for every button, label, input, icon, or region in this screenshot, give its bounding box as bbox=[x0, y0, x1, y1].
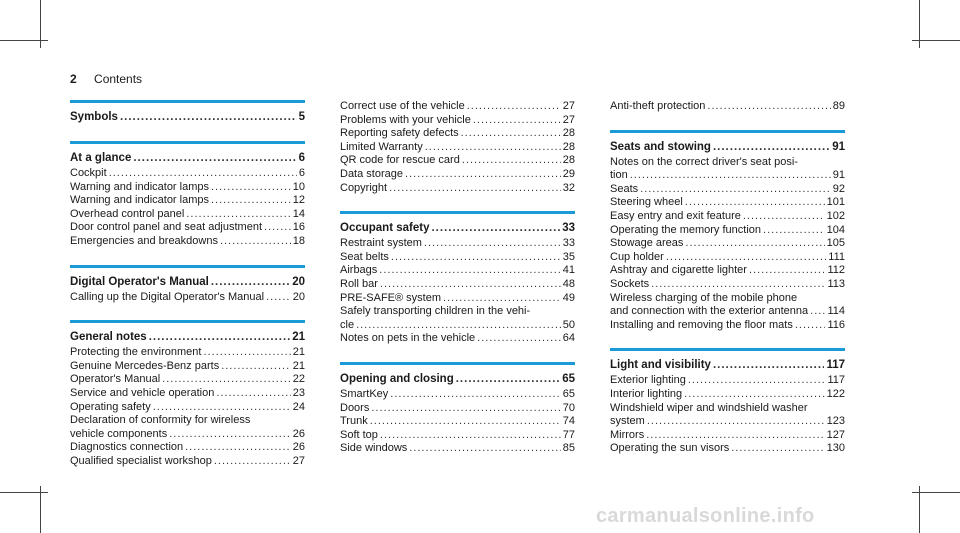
toc-page-number: 104 bbox=[826, 223, 845, 236]
toc-entry[interactable] bbox=[70, 373, 305, 387]
toc-entry[interactable] bbox=[340, 154, 575, 168]
toc-dot-leader bbox=[390, 388, 560, 402]
crop-mark bbox=[912, 492, 960, 493]
toc-entry[interactable] bbox=[70, 181, 305, 195]
section-rule bbox=[70, 141, 305, 144]
toc-dot-leader bbox=[651, 278, 825, 292]
toc-dot-leader bbox=[640, 183, 831, 197]
crop-mark bbox=[0, 492, 48, 493]
toc-entry-title: Roll bar bbox=[340, 277, 378, 290]
toc-entry-title: Ashtray and cigarette lighter bbox=[610, 264, 747, 277]
toc-page-number: 50 bbox=[562, 318, 575, 331]
toc-page-number: 112 bbox=[827, 264, 845, 277]
toc-dot-leader bbox=[109, 167, 297, 181]
watermark: carmanualsonline.info bbox=[596, 505, 815, 527]
toc-entry[interactable] bbox=[610, 224, 845, 238]
toc-entry[interactable] bbox=[340, 168, 575, 182]
toc-page-number: 64 bbox=[562, 332, 575, 345]
toc-entry-title: Steering wheel bbox=[610, 196, 683, 209]
toc-dot-leader bbox=[443, 292, 561, 306]
toc-entry-title: tion bbox=[610, 169, 628, 182]
toc-page-number: 65 bbox=[562, 372, 575, 385]
toc-page-number: 26 bbox=[292, 427, 305, 440]
toc-entry-title: Seat belts bbox=[340, 250, 389, 263]
toc-page-number: 20 bbox=[292, 290, 305, 303]
toc-dot-leader bbox=[630, 169, 831, 183]
toc-dot-leader bbox=[405, 168, 561, 182]
toc-entry-title: Digital Operator's Manual bbox=[70, 275, 209, 288]
toc-entry-title: Cockpit bbox=[70, 167, 107, 179]
toc-entry-title: Correct use of the vehicle bbox=[340, 100, 465, 112]
toc-entry-title: Exterior lighting bbox=[610, 374, 686, 387]
toc-section-heading[interactable] bbox=[610, 358, 845, 373]
toc-page-number: 18 bbox=[292, 234, 305, 247]
toc-page-number: 33 bbox=[562, 222, 575, 235]
toc-dot-leader bbox=[211, 194, 291, 208]
toc-section-heading[interactable] bbox=[70, 110, 305, 125]
toc-dot-leader bbox=[133, 151, 296, 166]
toc-entry-title: Calling up the Digital Operator's Manual bbox=[70, 290, 265, 303]
toc-entry[interactable] bbox=[340, 127, 575, 141]
toc-entry-title: Service and vehicle operation bbox=[70, 386, 215, 399]
toc-section bbox=[70, 141, 305, 249]
toc-dot-leader bbox=[380, 429, 561, 443]
toc-dot-leader bbox=[185, 441, 291, 455]
toc-entry[interactable] bbox=[70, 441, 305, 455]
toc-section bbox=[70, 265, 305, 305]
toc-section bbox=[70, 320, 305, 468]
toc-entry-title: Light and visibility bbox=[610, 359, 711, 372]
toc-entry-line: Wireless charging of the mobile phone bbox=[610, 291, 798, 304]
toc-dot-leader bbox=[214, 455, 291, 469]
toc-page-number: 102 bbox=[826, 209, 845, 222]
toc-column-1 bbox=[70, 100, 305, 485]
toc-page-number: 21 bbox=[292, 359, 305, 372]
toc-entry-title: Easy entry and exit feature bbox=[610, 209, 741, 222]
section-rule bbox=[70, 100, 305, 103]
toc-entry[interactable] bbox=[610, 237, 845, 251]
toc-page-number: 85 bbox=[562, 442, 575, 455]
toc-entry-title: Doors bbox=[340, 401, 370, 414]
toc-dot-leader bbox=[763, 224, 825, 238]
toc-entry[interactable] bbox=[340, 278, 575, 292]
toc-section bbox=[340, 100, 575, 195]
toc-dot-leader bbox=[371, 402, 560, 416]
toc-page-number: 5 bbox=[298, 111, 305, 123]
toc-section bbox=[610, 130, 845, 333]
toc-dot-leader bbox=[169, 428, 291, 442]
toc-entry-title: Mirrors bbox=[610, 428, 645, 441]
toc-dot-leader bbox=[186, 208, 290, 222]
toc-section bbox=[70, 100, 305, 125]
toc-entry[interactable] bbox=[610, 210, 845, 224]
toc-entry-title: Operator's Manual bbox=[70, 373, 161, 386]
toc-entry-title: cle bbox=[340, 318, 355, 331]
toc-dot-leader bbox=[749, 264, 825, 278]
toc-entry[interactable] bbox=[340, 100, 575, 114]
toc-entry[interactable] bbox=[70, 455, 305, 469]
toc-entry-title: Airbags bbox=[340, 264, 378, 277]
toc-dot-leader bbox=[456, 372, 560, 387]
toc-dot-leader bbox=[707, 100, 830, 114]
toc-dot-leader bbox=[220, 235, 291, 249]
toc-page-number: 28 bbox=[562, 154, 575, 167]
toc-page-number: 70 bbox=[562, 401, 575, 414]
toc-column-3 bbox=[610, 100, 845, 472]
section-rule bbox=[70, 320, 305, 323]
section-rule bbox=[70, 265, 305, 268]
toc-entry[interactable] bbox=[70, 401, 305, 415]
toc-entry-title: Warning and indicator lamps bbox=[70, 194, 209, 207]
toc-page-number: 22 bbox=[292, 373, 305, 386]
toc-entry-title: Seats bbox=[610, 182, 639, 195]
toc-dot-leader bbox=[743, 210, 825, 224]
toc-entry-title: Warning and indicator lamps bbox=[70, 180, 209, 193]
toc-entry[interactable] bbox=[70, 167, 305, 181]
toc-page-number: 26 bbox=[292, 441, 305, 454]
toc-dot-leader bbox=[216, 387, 290, 401]
toc-dot-leader bbox=[684, 388, 824, 402]
toc-entry[interactable] bbox=[610, 169, 845, 183]
toc-entry[interactable] bbox=[340, 114, 575, 128]
toc-entry[interactable] bbox=[340, 141, 575, 155]
toc-entry[interactable] bbox=[340, 237, 575, 251]
toc-dot-leader bbox=[264, 221, 291, 235]
toc-dot-leader bbox=[389, 182, 561, 196]
page-title: Contents bbox=[94, 72, 143, 86]
toc-page-number: 48 bbox=[562, 277, 575, 290]
toc-entry-line: Notes on the correct driver's seat posi- bbox=[610, 155, 798, 168]
toc-entry[interactable] bbox=[70, 346, 305, 360]
toc-section-heading[interactable] bbox=[340, 372, 575, 387]
toc-page-number: 35 bbox=[562, 250, 575, 263]
toc-dot-leader bbox=[713, 358, 824, 373]
toc-entry[interactable] bbox=[70, 208, 305, 222]
toc-dot-leader bbox=[370, 415, 561, 429]
section-rule bbox=[610, 348, 845, 351]
toc-entry-title: and connection with the exterior antenna bbox=[610, 305, 809, 318]
toc-entry-title: Symbols bbox=[70, 111, 118, 123]
toc-entry[interactable] bbox=[610, 251, 845, 265]
toc-page-number: 29 bbox=[562, 167, 575, 180]
toc-dot-leader bbox=[120, 110, 297, 125]
toc-section bbox=[610, 348, 845, 456]
toc-entry[interactable] bbox=[610, 388, 845, 402]
toc-page-number: 27 bbox=[562, 113, 575, 126]
toc-entry[interactable] bbox=[610, 415, 845, 429]
toc-dot-leader bbox=[211, 275, 290, 290]
toc-entry-title: General notes bbox=[70, 331, 147, 344]
toc-dot-leader bbox=[380, 278, 561, 292]
toc-page-number: 111 bbox=[828, 250, 845, 263]
toc-dot-leader bbox=[646, 429, 824, 443]
toc-entry[interactable] bbox=[610, 319, 845, 333]
toc-dot-leader bbox=[356, 319, 561, 333]
toc-entry-title: Trunk bbox=[340, 415, 368, 428]
toc-page-number: 91 bbox=[832, 169, 845, 182]
toc-dot-leader bbox=[461, 127, 561, 141]
toc-entry[interactable] bbox=[610, 305, 845, 319]
toc-page-number: 32 bbox=[562, 181, 575, 194]
toc-entry[interactable] bbox=[610, 100, 845, 114]
section-rule bbox=[610, 130, 845, 133]
toc-page-number: 77 bbox=[562, 428, 575, 441]
toc-page-number: 116 bbox=[827, 318, 845, 331]
toc-entry-title: Soft top bbox=[340, 428, 378, 441]
toc-dot-leader bbox=[473, 114, 561, 128]
toc-page-number: 105 bbox=[826, 237, 845, 250]
toc-entry-title: Emergencies and breakdowns bbox=[70, 234, 218, 247]
toc-entry-title: Diagnostics connection bbox=[70, 441, 184, 454]
toc-page-number: 91 bbox=[832, 140, 845, 153]
toc-entry-title: QR code for rescue card bbox=[340, 154, 460, 167]
toc-entry[interactable] bbox=[340, 264, 575, 278]
toc-entry[interactable] bbox=[70, 194, 305, 208]
toc-entry-title: Operating the memory function bbox=[610, 223, 762, 236]
toc-entry[interactable] bbox=[340, 402, 575, 416]
toc-page-number: 28 bbox=[562, 127, 575, 140]
toc-dot-leader bbox=[685, 237, 824, 251]
toc-entry-title: Door control panel and seat adjustment bbox=[70, 221, 263, 234]
toc-entry-title: vehicle components bbox=[70, 427, 168, 440]
toc-entry-title: Side windows bbox=[340, 442, 408, 455]
toc-dot-leader bbox=[477, 332, 561, 346]
toc-dot-leader bbox=[149, 330, 291, 345]
toc-page-number: 24 bbox=[292, 400, 305, 413]
toc-page-number: 33 bbox=[562, 237, 575, 250]
toc-dot-leader bbox=[713, 140, 830, 155]
toc-page-number: 74 bbox=[562, 415, 575, 428]
toc-entry[interactable] bbox=[610, 196, 845, 210]
toc-section-heading[interactable] bbox=[70, 275, 305, 290]
toc-page-number: 6 bbox=[298, 152, 305, 164]
toc-entry[interactable] bbox=[340, 332, 575, 346]
toc-page-number: 130 bbox=[826, 442, 845, 455]
toc-entry-title: Operating the sun visors bbox=[610, 442, 730, 455]
toc-dot-leader bbox=[391, 251, 561, 265]
toc-dot-leader bbox=[462, 154, 561, 168]
toc-entry-title: Sockets bbox=[610, 277, 650, 290]
toc-entry[interactable] bbox=[610, 264, 845, 278]
toc-entry[interactable] bbox=[70, 235, 305, 249]
toc-dot-leader bbox=[409, 442, 560, 456]
toc-entry-line: Safely transporting children in the vehi- bbox=[340, 305, 531, 318]
toc-page-number: 27 bbox=[562, 100, 575, 112]
toc-dot-leader bbox=[647, 415, 825, 429]
toc-page-number: 12 bbox=[292, 194, 305, 207]
toc-dot-leader bbox=[431, 221, 560, 236]
toc-entry-title: Copyright bbox=[340, 181, 388, 194]
toc-page-number: 114 bbox=[827, 305, 845, 318]
toc-entry-title: PRE-SAFE® system bbox=[340, 291, 442, 304]
toc-page-number: 113 bbox=[827, 277, 845, 290]
toc-entry-title: Overhead control panel bbox=[70, 207, 185, 220]
toc-page-number: 117 bbox=[826, 359, 845, 372]
toc-entry-title: At a glance bbox=[70, 152, 132, 164]
toc-dot-leader bbox=[425, 141, 561, 155]
toc-page-number: 117 bbox=[827, 374, 845, 387]
toc-entry[interactable] bbox=[70, 221, 305, 235]
toc-entry-title: SmartKey bbox=[340, 387, 389, 400]
toc-entry[interactable] bbox=[340, 429, 575, 443]
toc-entry[interactable] bbox=[610, 183, 845, 197]
toc-dot-leader bbox=[266, 291, 291, 305]
toc-entry-title: Installing and removing the floor mats bbox=[610, 318, 793, 331]
toc-entry-title: Reporting safety defects bbox=[340, 127, 459, 140]
toc-entry[interactable] bbox=[340, 251, 575, 265]
toc-page-number: 122 bbox=[826, 387, 845, 400]
toc-entry-title: Qualified specialist workshop bbox=[70, 454, 212, 467]
toc-page-number: 27 bbox=[292, 454, 305, 467]
page-number: 2 bbox=[70, 72, 77, 86]
crop-mark bbox=[919, 486, 920, 533]
toc-page-number: 123 bbox=[826, 415, 845, 428]
toc-dot-leader bbox=[379, 264, 560, 278]
toc-entry-title: Cup holder bbox=[610, 250, 664, 263]
toc-dot-leader bbox=[810, 305, 825, 319]
toc-entry-title: Limited Warranty bbox=[340, 140, 423, 153]
toc-entry[interactable] bbox=[610, 278, 845, 292]
toc-page-number: 127 bbox=[826, 428, 845, 441]
crop-mark bbox=[912, 40, 960, 41]
toc-dot-leader bbox=[424, 237, 561, 251]
toc-dot-leader bbox=[685, 196, 825, 210]
crop-mark bbox=[40, 486, 41, 533]
page-header bbox=[70, 72, 142, 86]
toc-page-number: 41 bbox=[562, 264, 575, 277]
toc-entry[interactable] bbox=[70, 360, 305, 374]
toc-entry-title: Restraint system bbox=[340, 237, 422, 250]
toc-section bbox=[610, 100, 845, 114]
toc-entry[interactable] bbox=[340, 388, 575, 402]
toc-entry-title: Seats and stowing bbox=[610, 140, 711, 153]
toc-entry[interactable] bbox=[340, 319, 575, 333]
toc-page-number: 21 bbox=[292, 346, 305, 359]
toc-entry-title: Anti-theft protection bbox=[610, 100, 706, 112]
toc-page-number: 14 bbox=[292, 207, 305, 220]
toc-entry[interactable] bbox=[340, 415, 575, 429]
toc-entry-title: Interior lighting bbox=[610, 387, 683, 400]
toc-page-number: 101 bbox=[826, 196, 845, 209]
toc-entry[interactable] bbox=[340, 442, 575, 456]
toc-page-number: 49 bbox=[562, 291, 575, 304]
toc-section-heading[interactable] bbox=[70, 151, 305, 166]
toc-dot-leader bbox=[203, 346, 290, 360]
toc-entry[interactable] bbox=[610, 442, 845, 456]
section-rule bbox=[340, 211, 575, 214]
toc-entry-title: Stowage areas bbox=[610, 237, 684, 250]
toc-section bbox=[340, 211, 575, 346]
toc-page-number: 16 bbox=[292, 221, 305, 234]
toc-dot-leader bbox=[731, 442, 824, 456]
toc-dot-leader bbox=[467, 100, 561, 114]
toc-entry-line: Windshield wiper and windshield washer bbox=[610, 401, 808, 414]
toc-dot-leader bbox=[211, 181, 291, 195]
toc-entry[interactable] bbox=[340, 292, 575, 306]
toc-page-number: 89 bbox=[832, 100, 845, 112]
toc-column-2 bbox=[340, 100, 575, 472]
toc-entry[interactable] bbox=[610, 374, 845, 388]
toc-page-number: 23 bbox=[292, 386, 305, 399]
toc-page-number: 28 bbox=[562, 140, 575, 153]
toc-entry[interactable] bbox=[340, 182, 575, 196]
toc-dot-leader bbox=[221, 360, 291, 374]
toc-page-number: 65 bbox=[562, 387, 575, 400]
toc-page-number: 6 bbox=[298, 167, 305, 179]
toc-entry-title: Protecting the environment bbox=[70, 346, 202, 359]
toc-dot-leader bbox=[688, 374, 826, 388]
toc-entry-title: Problems with your vehicle bbox=[340, 113, 471, 126]
toc-entry[interactable] bbox=[610, 429, 845, 443]
toc-section-heading[interactable] bbox=[340, 221, 575, 236]
toc-entry-title: Data storage bbox=[340, 167, 403, 180]
toc-entry-title: Opening and closing bbox=[340, 372, 454, 385]
toc-section-heading[interactable] bbox=[610, 140, 845, 155]
toc-page-number: 92 bbox=[832, 182, 845, 195]
toc-entry-title: Occupant safety bbox=[340, 222, 430, 235]
toc-section-heading[interactable] bbox=[70, 330, 305, 345]
toc-entry-line: Declaration of conformity for wireless bbox=[70, 414, 251, 427]
toc-entry[interactable] bbox=[70, 291, 305, 305]
toc-dot-leader bbox=[153, 401, 291, 415]
toc-entry-title: system bbox=[610, 415, 645, 428]
toc-page-number: 20 bbox=[292, 275, 305, 288]
toc-dot-leader bbox=[162, 373, 291, 387]
toc-dot-leader bbox=[666, 251, 826, 265]
toc-dot-leader bbox=[795, 319, 826, 333]
toc-section bbox=[340, 362, 575, 456]
toc-entry-title: Operating safety bbox=[70, 400, 151, 413]
crop-mark bbox=[0, 40, 48, 41]
toc-entry[interactable] bbox=[70, 387, 305, 401]
toc-page-number: 10 bbox=[292, 180, 305, 193]
toc-entry-title: Notes on pets in the vehicle bbox=[340, 332, 476, 345]
section-rule bbox=[340, 362, 575, 365]
toc-page-number: 21 bbox=[292, 331, 305, 344]
toc-entry-title: Genuine Mercedes-Benz parts bbox=[70, 359, 220, 372]
toc-entry[interactable] bbox=[70, 428, 305, 442]
